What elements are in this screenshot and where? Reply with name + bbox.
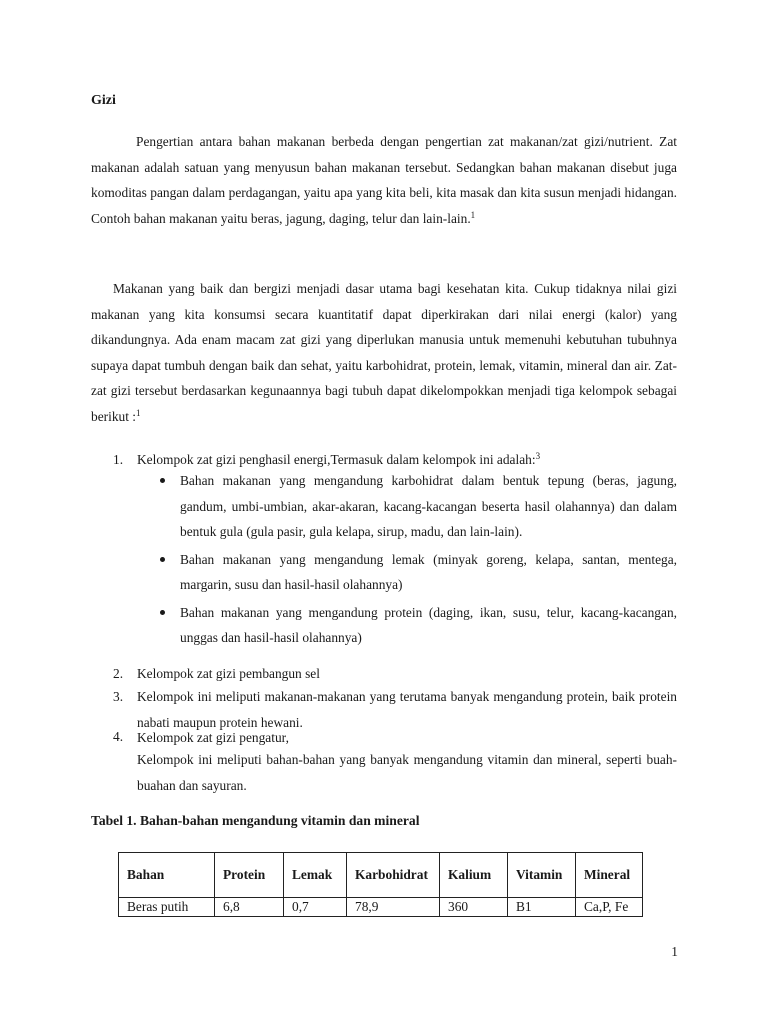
column-header: Kalium — [440, 853, 508, 898]
bullet-icon — [160, 610, 165, 615]
column-header: Bahan — [119, 853, 215, 898]
list-item-text — [137, 729, 677, 798]
table-cell: 360 — [440, 898, 508, 917]
column-header: Karbohidrat — [347, 853, 440, 898]
list-item-text: Kelompok zat gizi pembangun sel — [137, 666, 320, 681]
footnote-ref: 1 — [136, 407, 141, 418]
bullet-text: Bahan makanan yang mengandung protein (daging, ikan, susu, telur, kacang-kacangan, unggas dan hasil-hasil olahannya) — [180, 604, 677, 645]
page-number: 1 — [671, 944, 678, 959]
bullet-item — [160, 468, 677, 545]
bullet-icon — [160, 478, 165, 483]
table-header-row — [119, 853, 643, 898]
bullet-list — [160, 468, 677, 651]
section-heading: Gizi — [91, 93, 116, 108]
bullet-text: Bahan makanan yang mengandung lemak (minyak goreng, kelapa, santan, mentega, margarin, susu dan hasil-hasil olahannya) — [180, 551, 677, 592]
column-header: Lemak — [284, 853, 347, 898]
list-number: 1. — [113, 452, 124, 467]
list-item-4-desc: Kelompok ini meliputi bahan-bahan yang banyak mengandung vitamin dan mineral, seperti buah-buahan dan sayuran. — [137, 752, 677, 793]
paragraph-definition-text: Pengertian antara bahan makanan berbeda dengan pengertian zat makanan/zat gizi/nutrient. Zat makanan adalah satuan yang menyusun bahan makanan tersebut. Sedangkan bahan makanan disebut juga komoditas pangan dalam perdagangan, yaitu apa yang kita beli, kita masak dan kita susun menjadi hidangan. Contoh bahan makanan yaitu beras, jagung, daging, telur dan lain-lain. — [91, 134, 677, 226]
list-number: 2. — [113, 666, 124, 681]
table-cell: 78,9 — [347, 898, 440, 917]
table-row — [119, 898, 643, 917]
table-cell: Beras putih — [119, 898, 215, 917]
paragraph-nutrition-text: Makanan yang baik dan bergizi menjadi dasar utama bagi kesehatan kita. Cukup tidaknya nilai gizi makanan yang kita konsumsi secara kuantitatif dapat diperkirakan dari nilai energi (kalor) yang dikandungnya. Ada enam macam zat gizi yang diperlukan manusia untuk memenuhi kebutuhan tubuhnya supaya dapat tumbuh dengan baik dan sehat, yaitu karbohidrat, protein, lemak, vitamin, mineral dan air. Zat-zat gizi tersebut berdasarkan kegunaannya bagi tubuh dapat dikelompokkan menjadi tiga kelompok sebagai berikut : — [91, 281, 677, 424]
table-cell: B1 — [508, 898, 576, 917]
table-cell: 6,8 — [215, 898, 284, 917]
list-item-text — [137, 452, 677, 468]
paragraph-definition — [91, 129, 677, 231]
paragraph-nutrition — [91, 276, 677, 429]
column-header: Protein — [215, 853, 284, 898]
bullet-item — [160, 547, 677, 598]
bullet-item — [160, 600, 677, 651]
list-item-1-label: Kelompok zat gizi penghasil energi,Termasuk dalam kelompok ini adalah: — [137, 452, 536, 467]
footnote-ref: 3 — [535, 451, 541, 461]
footnote-ref: 1 — [470, 209, 476, 220]
bullet-text: Bahan makanan yang mengandung karbohidrat dalam bentuk tepung (beras, jagung, gandum, umbi-umbian, akar-akaran, kacang-kacangan beserta hasil olahannya) dan dalam bentuk gula (gula pasir, gula kelapa, sirup, madu, dan lain-lain). — [180, 473, 677, 539]
list-item-text: Kelompok ini meliputi makanan-makanan yang terutama banyak mengandung protein, baik protein nabati maupun protein hewani. — [137, 689, 677, 730]
list-number: 4. — [113, 729, 124, 744]
bullet-icon — [160, 557, 165, 562]
column-header: Mineral — [576, 853, 643, 898]
table-cell: Ca,P, Fe — [576, 898, 643, 917]
table-cell: 0,7 — [284, 898, 347, 917]
nutrition-table — [118, 852, 643, 917]
table-caption: Tabel 1. Bahan-bahan mengandung vitamin dan mineral — [91, 813, 420, 828]
list-number: 3. — [113, 689, 124, 704]
column-header: Vitamin — [508, 853, 576, 898]
list-item-4-title: Kelompok zat gizi pengatur, — [137, 730, 289, 745]
